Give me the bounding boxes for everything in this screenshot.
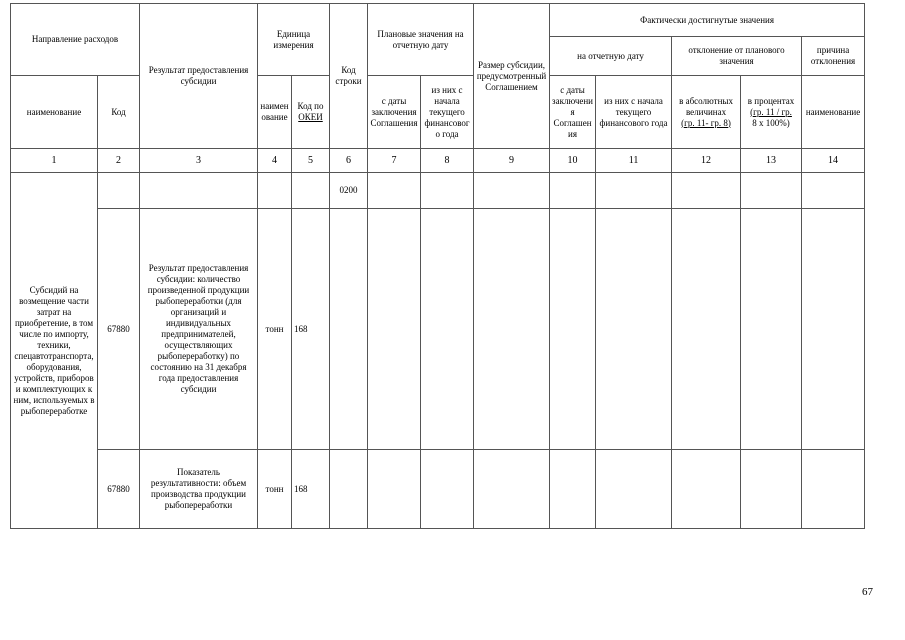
result-2-cell: Показатель результативности: объем производства продукции рыбопереработки [140, 450, 258, 529]
column-number: 14 [802, 149, 865, 173]
header-actual-at-date: на отчетную дату [550, 37, 672, 76]
abs-label: в абсолютных величинах [679, 95, 733, 117]
header-planned-from-year-start: из них с начала текущего финансового года [421, 76, 474, 149]
empty-cell [474, 209, 550, 450]
empty-cell [368, 209, 421, 450]
data-row-result-2 [11, 450, 865, 529]
okei-label: ОКЕИ [298, 112, 323, 122]
header-planned-from-agreement: с даты заключения Соглашения [368, 76, 421, 149]
empty-cell [258, 173, 292, 209]
header-actual: Фактически достигнутые значения [550, 4, 865, 37]
header-reason-name: наименование [802, 76, 865, 149]
result-1-cell: Результат предоставления субсидии: количество произведенной продукции рыбопереработки (для организаций и индивидуальных предпринимателей, осуществляющих рыбопереработку) по состоянию на 31 декабря года предоставления субсидии [140, 209, 258, 450]
direction-name-cell: Субсидий на возмещение части затрат на приобретение, в том числе по импорту, техники, спецавтотранспорта, оборудования, устройств, приборов и комплектующих к ним, используемых в рыбопереработке [11, 173, 98, 529]
data-row-result-1 [11, 209, 865, 450]
header-result: Результат предоставления субсидии [140, 4, 258, 149]
empty-cell [550, 209, 596, 450]
empty-cell [802, 173, 865, 209]
page-number: 67 [862, 586, 873, 598]
empty-cell [672, 450, 741, 529]
header-unit-name: наименование [258, 76, 292, 149]
column-number: 13 [741, 149, 802, 173]
empty-cell [421, 173, 474, 209]
empty-cell [368, 450, 421, 529]
header-deviation: отклонение от планового значения [672, 37, 802, 76]
column-number: 7 [368, 149, 421, 173]
empty-cell [474, 450, 550, 529]
column-number: 8 [421, 149, 474, 173]
empty-cell [550, 173, 596, 209]
pct-formula-b: 8 x 100%) [752, 117, 790, 128]
header-name: наименование [11, 76, 98, 149]
abs-formula: (гр. 11- гр. 8) [681, 117, 731, 128]
empty-cell [292, 173, 330, 209]
empty-cell [596, 173, 672, 209]
result-1-unit: тонн [258, 209, 292, 450]
header-unit: Единица измерения [258, 4, 330, 76]
header-unit-okei [292, 76, 330, 149]
empty-cell [421, 209, 474, 450]
empty-cell [741, 173, 802, 209]
header-planned: Плановые значения на отчетную дату [368, 4, 474, 76]
pct-label: в процентах [747, 95, 795, 106]
header-row-1 [11, 4, 865, 37]
line-code-cell: 0200 [330, 173, 368, 209]
column-number: 12 [672, 149, 741, 173]
result-2-code-cell: 67880 [98, 450, 140, 529]
column-number: 3 [140, 149, 258, 173]
empty-cell [672, 173, 741, 209]
empty-cell [140, 173, 258, 209]
column-number: 4 [258, 149, 292, 173]
direction-code-cell: 67880 [98, 209, 140, 450]
column-number: 1 [11, 149, 98, 173]
column-number: 6 [330, 149, 368, 173]
subsidy-report-table [10, 3, 865, 529]
empty-cell [741, 209, 802, 450]
header-actual-from-agreement: с даты заключения Соглашения [550, 76, 596, 149]
okei-prefix: Код по [297, 101, 324, 111]
empty-cell [596, 209, 672, 450]
empty-cell [421, 450, 474, 529]
column-number: 11 [596, 149, 672, 173]
empty-cell [330, 450, 368, 529]
empty-cell [672, 209, 741, 450]
empty-cell [550, 450, 596, 529]
result-1-okei: 168 [292, 209, 330, 450]
column-number: 5 [292, 149, 330, 173]
column-number-row [11, 149, 865, 173]
empty-cell [802, 209, 865, 450]
header-subsidy-size: Размер субсидии, предусмотренный Соглашением [474, 4, 550, 149]
empty-cell [596, 450, 672, 529]
data-row-direction [11, 173, 865, 209]
header-deviation-reason: причина отклонения [802, 37, 865, 76]
column-number: 2 [98, 149, 140, 173]
header-line-code: Код строки [330, 4, 368, 149]
pct-formula-a: (гр. 11 / гр. [750, 106, 792, 117]
empty-cell [330, 209, 368, 450]
header-deviation-absolute [672, 76, 741, 149]
result-2-unit: тонн [258, 450, 292, 529]
column-number: 9 [474, 149, 550, 173]
empty-cell [368, 173, 421, 209]
empty-cell [98, 173, 140, 209]
empty-cell [474, 173, 550, 209]
header-code: Код [98, 76, 140, 149]
header-row-3 [11, 76, 865, 149]
empty-cell [802, 450, 865, 529]
result-2-okei: 168 [292, 450, 330, 529]
header-actual-from-year-start: из них с начала текущего финансового года [596, 76, 672, 149]
header-direction: Направление расходов [11, 4, 140, 76]
column-number: 10 [550, 149, 596, 173]
empty-cell [741, 450, 802, 529]
header-deviation-percent [741, 76, 802, 149]
